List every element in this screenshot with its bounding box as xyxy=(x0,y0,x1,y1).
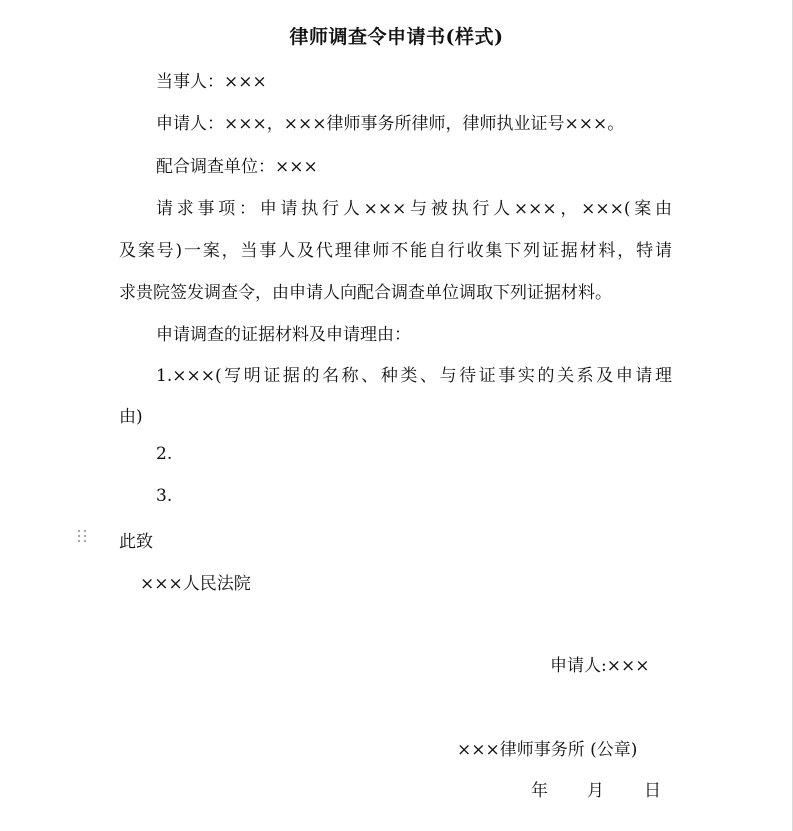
drag-handle-icon[interactable] xyxy=(78,530,88,544)
date-year: 年 xyxy=(531,781,548,801)
date-day: 日 xyxy=(644,781,661,801)
request-line-3: 求贵院签发调查令，由申请人向配合调查单位调取下列证据材料。 xyxy=(119,283,612,303)
evidence-heading: 申请调查的证据材料及申请理由： xyxy=(156,325,411,345)
evidence-item-2: 2. xyxy=(156,444,173,464)
evidence-item-1-line-1: 1.×××(写明证据的名称、种类、与待证事实的关系及申请理 xyxy=(156,366,672,386)
evidence-item-3: 3. xyxy=(156,486,173,506)
signature-applicant: 申请人:××× xyxy=(550,656,650,676)
date-month: 月 xyxy=(587,781,604,801)
court-line: ×××人民法院 xyxy=(140,574,251,594)
signature-firm: ×××律师事务所 (公章) xyxy=(457,740,638,760)
request-line-1: 请求事项：申请执行人×××与被执行人×××，×××(案由 xyxy=(156,199,672,219)
document-title: 律师调查令申请书(样式) xyxy=(289,26,504,48)
evidence-item-1-line-2: 由) xyxy=(119,407,143,427)
request-line-2: 及案号)一案，当事人及代理律师不能自行收集下列证据材料，特请 xyxy=(119,241,672,261)
cooperating-unit-line: 配合调查单位：××× xyxy=(156,157,318,177)
closing-line: 此致 xyxy=(119,532,153,552)
party-line: 当事人：××× xyxy=(156,72,267,92)
applicant-line: 申请人：×××，×××律师事务所律师，律师执业证号×××。 xyxy=(156,114,625,134)
